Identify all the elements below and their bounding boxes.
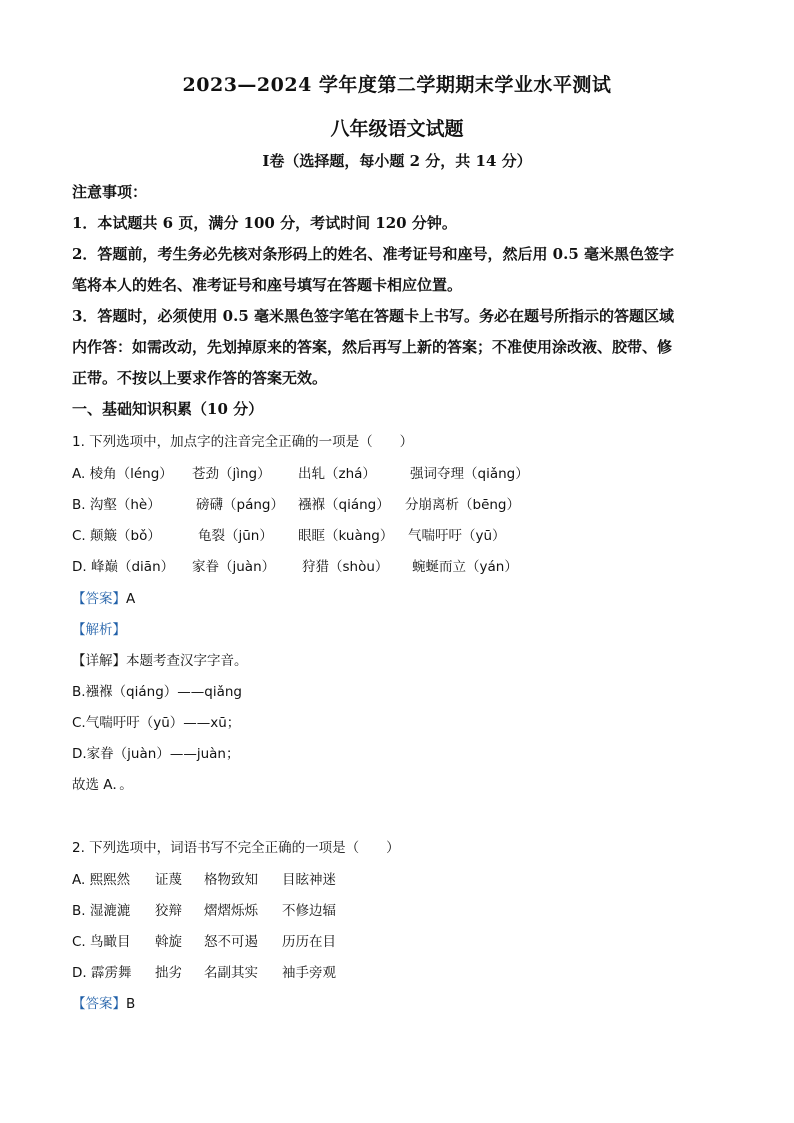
section-heading: Ⅰ卷（选择题，每小题 2 分，共 14 分）: [262, 152, 532, 170]
q2-option-a-3: 格物致知: [204, 872, 258, 888]
answer-tag: 【答案】: [72, 591, 126, 607]
part-heading: 一、基础知识积累（10 分）: [72, 400, 264, 418]
q1-option-c-3: 眼眶（kuàng）: [298, 528, 394, 544]
answer-tag: 【答案】: [72, 996, 126, 1012]
q2-option-c-2: 斡旋: [155, 934, 182, 950]
q1-option-c-2: 龟裂（jūn）: [198, 528, 273, 544]
q1-answer: [72, 587, 732, 607]
q2-option-c-1: C. 鸟瞰目: [72, 934, 131, 950]
q1-conclusion: 故选 A．。: [72, 777, 133, 793]
q1-option-a-1: A. 棱角（léng）: [72, 466, 173, 482]
q2-option-d-3: 名副其实: [204, 965, 258, 981]
q2-option-d-4: 袖手旁观: [282, 965, 336, 981]
q1-option-c-4: 气喘吁吁（yū）: [408, 528, 506, 544]
q2-answer: [72, 992, 732, 1012]
notice-item-3-cont2: 正带。不按以上要求作答的答案无效。: [72, 369, 328, 387]
q1-option-c-1: C. 颠簸（bǒ）: [72, 528, 161, 544]
question-2-stem: 2. 下列选项中，词语书写不完全正确的一项是（ ）: [72, 840, 400, 856]
q2-option-c-3: 怒不可遏: [204, 934, 258, 950]
detail-text: 本题考查汉字字音。: [126, 653, 248, 669]
notice-heading: 注意事项：: [72, 183, 148, 201]
analysis-tag: 【解析】: [72, 622, 126, 638]
answer-value: B: [126, 996, 136, 1012]
q1-option-a-3: 出轧（zhá）: [298, 466, 376, 482]
q1-option-b-3: 襁褓（qiáng）: [298, 497, 390, 513]
notice-item-1: 1．本试题共 6 页，满分 100 分，考试时间 120 分钟。: [72, 214, 457, 232]
question-1-stem: 1. 下列选项中，加点字的注音完全正确的一项是（ ）: [72, 434, 414, 450]
q2-option-d-2: 拙劣: [155, 965, 182, 981]
q1-analysis: [72, 618, 732, 638]
q1-option-b-1: B. 沟壑（hè）: [72, 497, 161, 513]
q2-option-b-1: B. 湿漉漉: [72, 903, 131, 919]
exam-title: 2023—2024 学年度第二学期期末学业水平测试: [182, 74, 612, 96]
q1-option-d-1: D. 峰巅（diān）: [72, 559, 175, 575]
q2-option-d-1: D. 霹雳舞: [72, 965, 132, 981]
q1-option-b-4: 分崩离析（bēng）: [405, 497, 521, 513]
q2-option-c-4: 历历在目: [282, 934, 336, 950]
notice-item-3: 3．答题时，必须使用 0.5 毫米黑色签字笔在答题卡上书写。务必在题号所指示的答题区域: [72, 307, 674, 325]
notice-item-3-cont: 内作答：如需改动，先划掉原来的答案，然后再写上新的答案；不准使用涂改液、胶带、修: [72, 338, 673, 356]
q1-option-d-4: 蜿蜒而立（yán）: [412, 559, 518, 575]
q2-option-a-1: A. 熙熙然: [72, 872, 131, 888]
q2-option-a-2: 证蔑: [155, 872, 182, 888]
answer-value: A: [126, 591, 136, 607]
q1-detail: [72, 649, 732, 669]
q2-option-b-2: 狡辩: [155, 903, 182, 919]
q1-explain-c: C.气喘吁吁（yū）——xū；: [72, 715, 241, 731]
q1-option-a-2: 苍劲（jìng）: [192, 466, 271, 482]
exam-subtitle: 八年级语文试题: [330, 118, 464, 140]
q1-option-d-3: 狩猎（shòu）: [302, 559, 389, 575]
notice-item-2: 2．答题前，考生务必先核对条形码上的姓名、准考证号和座号，然后用 0.5 毫米黑色签字: [72, 245, 674, 263]
q1-explain-d: D.家眷（juàn）——juàn；: [72, 746, 240, 762]
q2-option-b-3: 熠熠烁烁: [204, 903, 258, 919]
q2-option-a-4: 目眩神迷: [282, 872, 336, 888]
q1-explain-b: B.襁褓（qiáng）——qiǎng: [72, 684, 242, 700]
q1-option-d-2: 家眷（juàn）: [192, 559, 276, 575]
q1-option-b-2: 磅礴（páng）: [196, 497, 284, 513]
detail-tag: 【详解】: [72, 653, 126, 669]
notice-item-2-cont: 笔将本人的姓名、准考证号和座号填写在答题卡相应位置。: [72, 276, 463, 294]
q2-option-b-4: 不修边辐: [282, 903, 336, 919]
q1-option-a-4: 强词夺理（qiǎng）: [410, 466, 529, 482]
